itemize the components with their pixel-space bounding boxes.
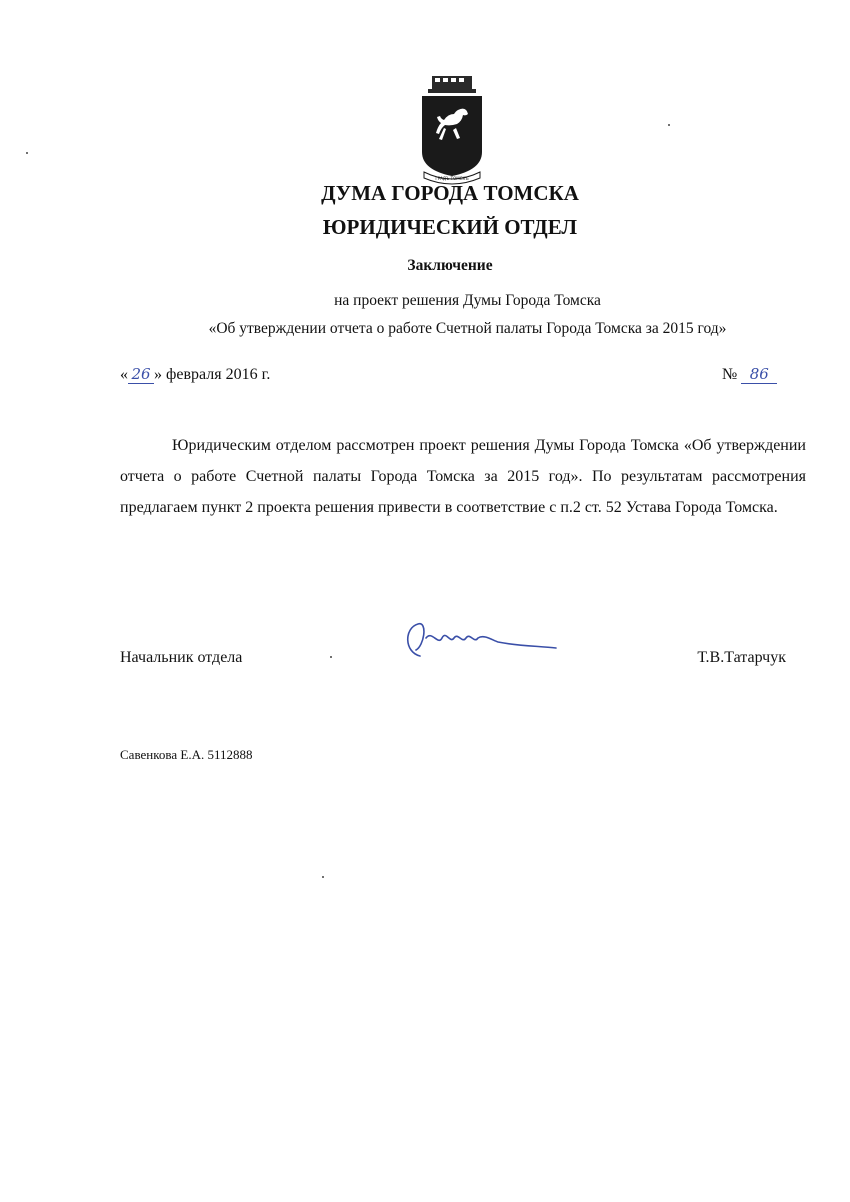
- crown-icon: [428, 76, 476, 93]
- department-title: ЮРИДИЧЕСКИЙ ОТДЕЛ: [322, 215, 578, 239]
- scan-speck: [668, 124, 670, 126]
- organization-title: ДУМА ГОРОДА ТОМСКА: [321, 181, 579, 205]
- executor-contact: Савенкова Е.А. 5112888: [120, 747, 253, 762]
- scan-speck: [330, 656, 332, 658]
- coat-of-arms-emblem: [418, 74, 486, 186]
- signatory-name: Т.В.Татарчук: [697, 649, 786, 666]
- body-paragraph: Юридическим отделом рассмотрен проект решения Думы Города Томска «Об утверждении отчета о работе Счетной палаты Города Томска за 2015 год». По результатам рассмотрения предлагаем пункт 2 проекта решения привести в соответствие с п.2 ст. 52 Устава Города Томска.: [120, 437, 806, 516]
- number-handwritten: 86: [741, 366, 777, 384]
- handwritten-signature: [398, 616, 558, 664]
- subject-line-1: на проект решения Думы Города Томска: [334, 292, 601, 309]
- date-open-quote: «: [120, 366, 128, 383]
- svg-text:ГРАДЪ ТОМСКЪ: ГРАДЪ ТОМСКЪ: [435, 176, 469, 181]
- date-month-year: » февраля 2016 г.: [154, 366, 271, 383]
- document-date: [120, 366, 270, 384]
- document-type: Заключение: [407, 257, 493, 274]
- number-label: №: [722, 366, 738, 383]
- document-number: [722, 366, 777, 384]
- date-day-handwritten: 26: [128, 366, 154, 384]
- shield-icon: [422, 96, 482, 176]
- signatory-position: Начальник отдела: [120, 649, 243, 666]
- scan-speck: [26, 152, 28, 154]
- scan-speck: [322, 876, 324, 878]
- subject-line-2: «Об утверждении отчета о работе Счетной палаты Города Томска за 2015 год»: [208, 320, 727, 337]
